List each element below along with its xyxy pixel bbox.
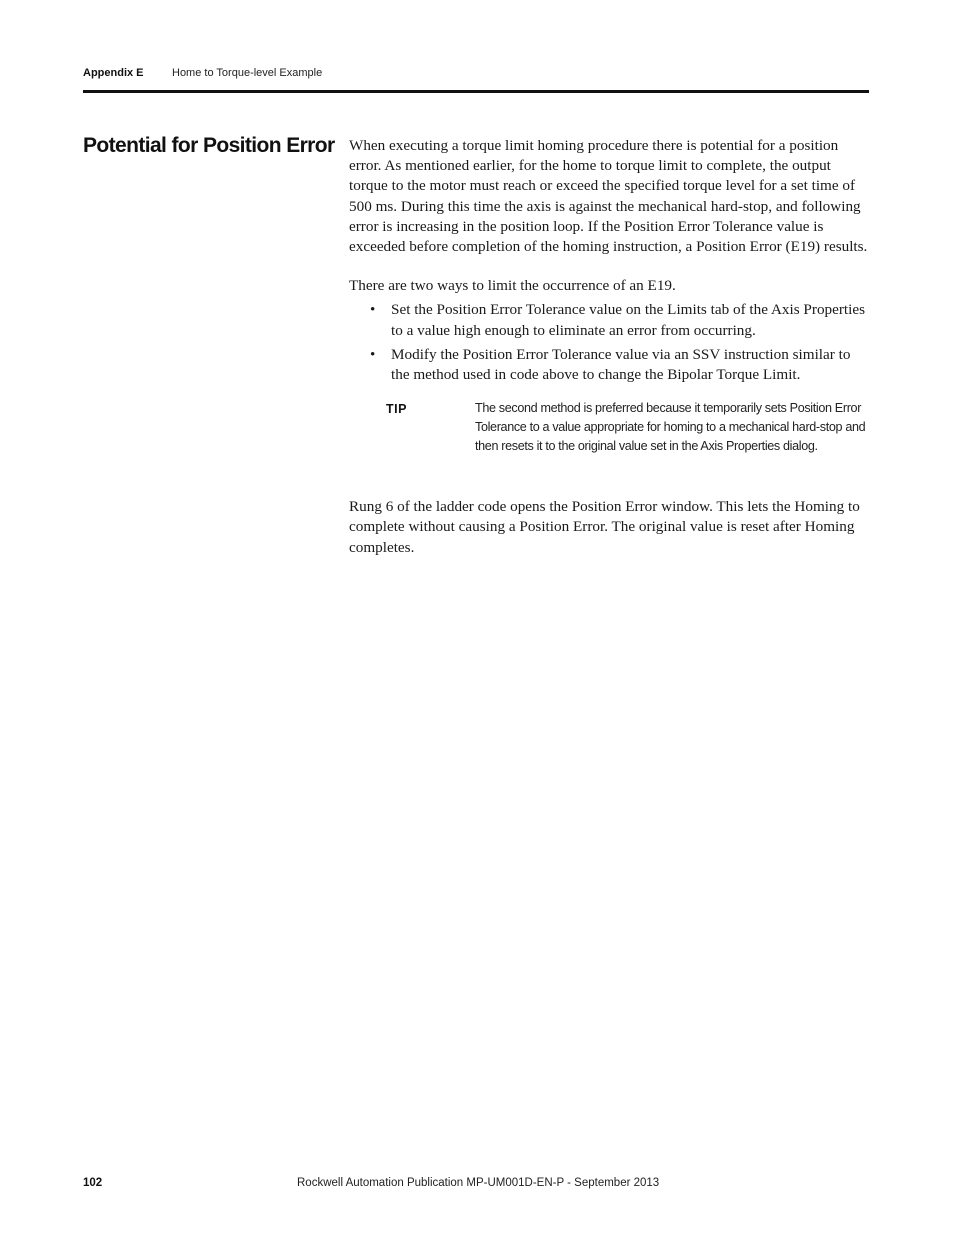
tip-label: TIP bbox=[386, 402, 407, 417]
bullet-symbol: • bbox=[370, 301, 376, 319]
page-number: 102 bbox=[83, 1177, 103, 1189]
paragraph-ways: There are two ways to limit the occurrence of an E19. bbox=[349, 277, 676, 295]
tip-text: The second method is preferred because it temporarily sets Position Error Tolerance to a value appropriate for homing to a mechanical hard-stop and then resets it to the original value set in the Axis Properties dialog. bbox=[475, 401, 866, 454]
paragraph-intro: When executing a torque limit homing procedure there is potential for a position error. As mentioned earlier, for the home to torque limit to complete, the output torque to the motor must reach or exceed the specified torque level for a set time of 500 ms. During this time the axis is against the mechanical hard-stop, and following error is increasing in the position loop. If the Position Error Tolerance value is exceeded before completion of the homing instruction, a Position Error (E19) results. bbox=[349, 137, 868, 256]
page-header bbox=[83, 66, 869, 93]
tip-box bbox=[349, 399, 871, 475]
list-item-text: Set the Position Error Tolerance value on the Limits tab of the Axis Properties to a value high enough to eliminate an error from occurring. bbox=[391, 301, 866, 339]
section-title: Potential for Position Error bbox=[83, 134, 335, 157]
body-column bbox=[349, 136, 871, 558]
publication-info: Rockwell Automation Publication MP-UM001D-EN-P - September 2013 bbox=[297, 1177, 660, 1189]
bullet-symbol: • bbox=[370, 345, 376, 363]
chapter-title: Home to Torque-level Example bbox=[172, 67, 323, 79]
list-item bbox=[349, 300, 871, 340]
paragraph-rung: Rung 6 of the ladder code opens the Position Error window. This lets the Homing to complete without causing a Position Error. The original value is reset after Homing completes. bbox=[349, 498, 860, 556]
list-item bbox=[349, 345, 871, 385]
bullet-list bbox=[349, 300, 871, 385]
list-item-text: Modify the Position Error Tolerance value via an SSV instruction similar to the method used in code above to change the Bipolar Torque Limit. bbox=[391, 345, 851, 384]
appendix-label: Appendix E bbox=[83, 67, 144, 79]
